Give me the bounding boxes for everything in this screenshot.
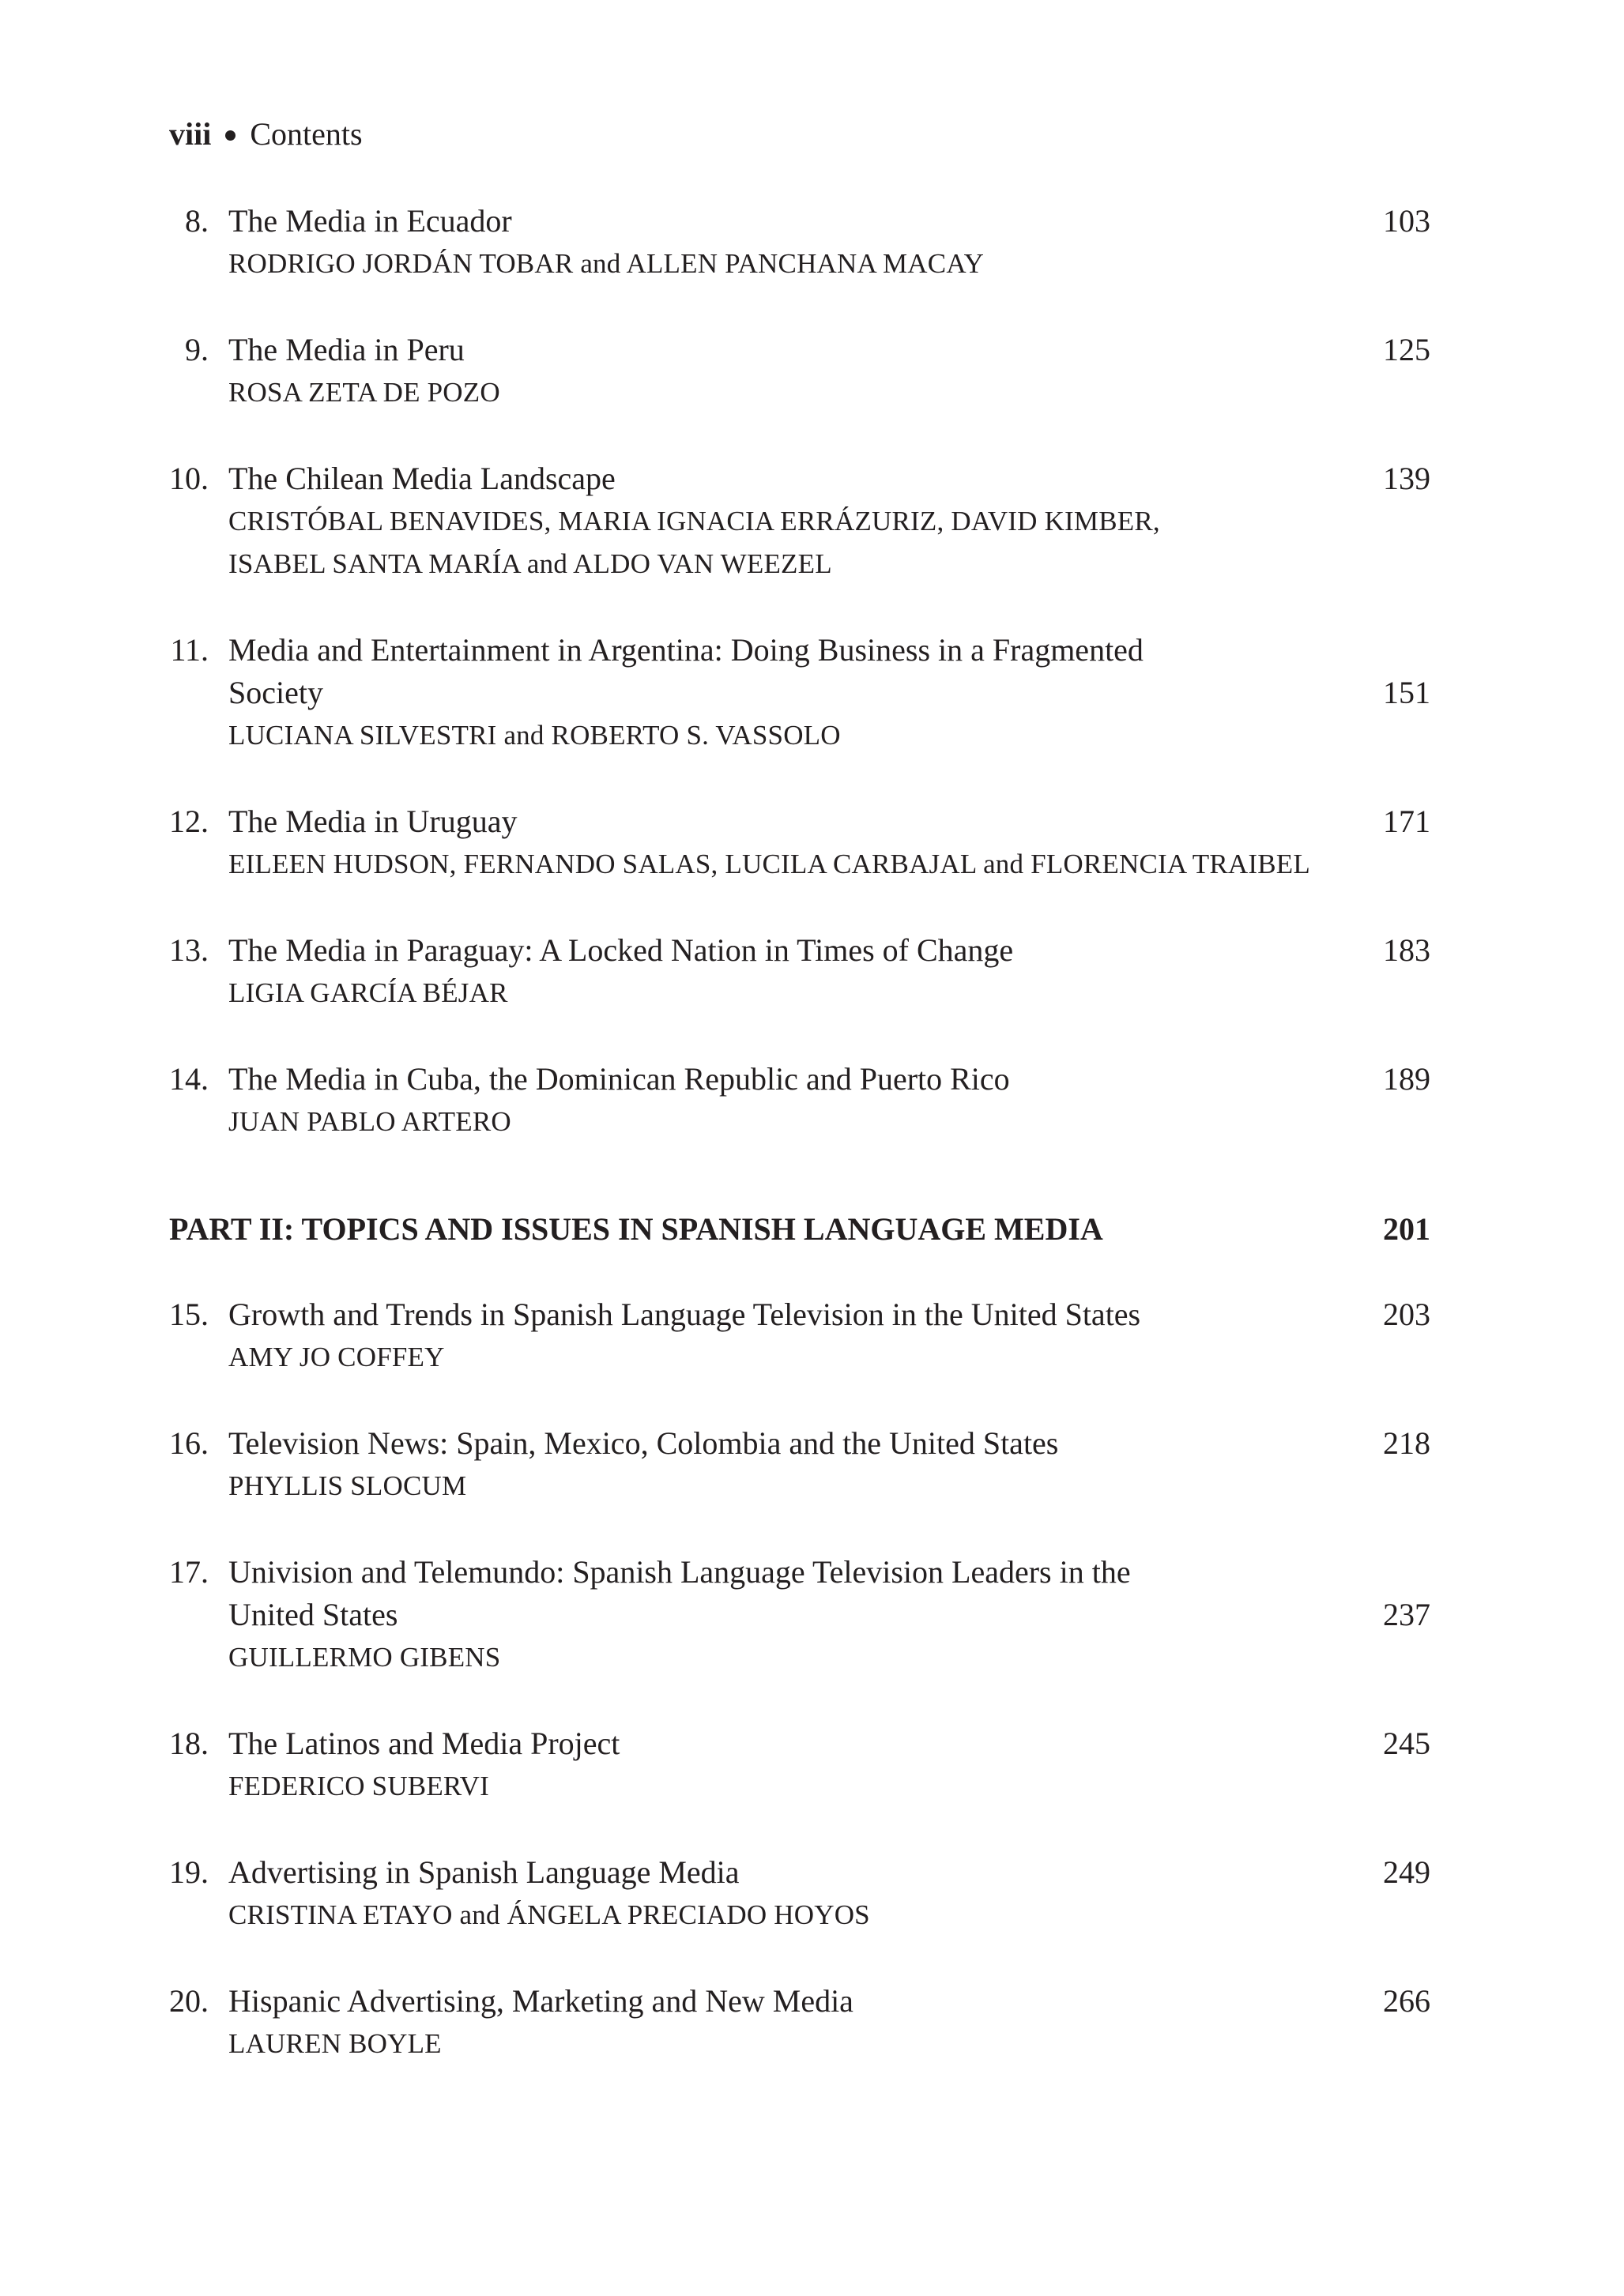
author-line: PHYLLIS SLOCUM xyxy=(228,1470,467,1501)
chapter-title xyxy=(228,1980,1256,2023)
title-line: Growth and Trends in Spanish Language Television in the United States xyxy=(228,1297,1141,1332)
chapter-number: 18. xyxy=(169,1726,209,1761)
chapter-number: 19. xyxy=(169,1854,209,1890)
chapter-page: 249 xyxy=(1383,1854,1430,1890)
chapter-page: 125 xyxy=(1383,332,1430,367)
chapter-title xyxy=(228,329,1256,371)
chapter-number: 11. xyxy=(170,632,209,668)
author-line: AMY JO COFFEY xyxy=(228,1342,445,1372)
author-line: LAUREN BOYLE xyxy=(228,2028,442,2059)
chapter-title xyxy=(228,1422,1256,1465)
chapter-page: 171 xyxy=(1383,804,1430,839)
author-line: JUAN PABLO ARTERO xyxy=(228,1106,511,1137)
chapter-page: 151 xyxy=(1383,675,1430,710)
chapter-authors xyxy=(228,714,841,757)
chapter-number: 20. xyxy=(169,1983,209,2019)
chapter-title xyxy=(228,1293,1256,1336)
author-line: FEDERICO SUBERVI xyxy=(228,1771,490,1801)
header-page-number: viii xyxy=(169,116,212,152)
part-title: PART II: TOPICS AND ISSUES IN SPANISH LANGUAGE MEDIA xyxy=(169,1211,1103,1247)
chapter-number: 12. xyxy=(169,804,209,839)
chapter-number: 17. xyxy=(169,1554,209,1590)
title-line: The Media in Cuba, the Dominican Republic and Puerto Rico xyxy=(228,1061,1010,1097)
author-line: RODRIGO JORDÁN TOBAR and ALLEN PANCHANA MACAY xyxy=(228,248,985,279)
chapter-number: 13. xyxy=(169,932,209,968)
chapter-page: 203 xyxy=(1383,1297,1430,1332)
chapter-title xyxy=(228,929,1256,972)
chapter-page: 139 xyxy=(1383,461,1430,496)
chapter-authors xyxy=(228,1894,870,1937)
chapter-title xyxy=(228,200,1256,243)
chapter-title xyxy=(228,800,1256,843)
chapter-authors xyxy=(228,2023,442,2065)
title-line: Television News: Spain, Mexico, Colombia and the United States xyxy=(228,1425,1059,1461)
chapter-title xyxy=(228,1551,1256,1636)
chapter-title xyxy=(228,1851,1256,1894)
chapter-page: 103 xyxy=(1383,203,1430,239)
author-line: LIGIA GARCÍA BÉJAR xyxy=(228,977,508,1008)
title-line: Society xyxy=(228,675,323,710)
author-line: EILEEN HUDSON, FERNANDO SALAS, LUCILA CARBAJAL and FLORENCIA TRAIBEL xyxy=(228,849,1310,879)
title-line: The Media in Paraguay: A Locked Nation in Times of Change xyxy=(228,932,1014,968)
part-page: 201 xyxy=(1383,1211,1430,1247)
chapter-number: 16. xyxy=(169,1425,209,1461)
header-section-title: Contents xyxy=(250,116,363,152)
author-line: ISABEL SANTA MARÍA and ALDO VAN WEEZEL xyxy=(228,548,832,579)
chapter-authors xyxy=(228,243,984,285)
chapter-page: 266 xyxy=(1383,1983,1430,2019)
author-line: LUCIANA SILVESTRI and ROBERTO S. VASSOLO xyxy=(228,720,841,751)
running-header xyxy=(169,112,363,156)
title-line: The Media in Uruguay xyxy=(228,804,518,839)
chapter-authors xyxy=(228,1101,511,1143)
part-heading[interactable] xyxy=(169,1208,1430,1251)
chapter-number: 10. xyxy=(169,461,209,496)
chapter-number: 15. xyxy=(169,1297,209,1332)
chapter-title xyxy=(228,457,1256,500)
chapter-authors xyxy=(228,1465,466,1507)
author-line: ROSA ZETA DE POZO xyxy=(228,377,500,408)
chapter-title xyxy=(228,1722,1256,1765)
title-line: United States xyxy=(228,1597,398,1632)
chapter-page: 237 xyxy=(1383,1597,1430,1632)
author-line: GUILLERMO GIBENS xyxy=(228,1642,501,1673)
author-line: CRISTINA ETAYO and ÁNGELA PRECIADO HOYOS xyxy=(228,1899,870,1930)
title-line: Advertising in Spanish Language Media xyxy=(228,1854,740,1890)
bullet-icon xyxy=(225,130,235,141)
chapter-number: 9. xyxy=(185,332,209,367)
chapter-authors xyxy=(228,972,508,1014)
chapter-authors xyxy=(228,843,1310,886)
title-line: Media and Entertainment in Argentina: Doing Business in a Fragmented xyxy=(228,632,1144,668)
title-line: Univision and Telemundo: Spanish Language Television Leaders in the xyxy=(228,1554,1131,1590)
chapter-page: 218 xyxy=(1383,1425,1430,1461)
chapter-title xyxy=(228,629,1256,714)
chapter-number: 14. xyxy=(169,1061,209,1097)
title-line: The Media in Peru xyxy=(228,332,465,367)
chapter-authors xyxy=(228,500,1160,585)
chapter-authors xyxy=(228,1636,500,1679)
chapter-authors xyxy=(228,371,500,414)
title-line: The Media in Ecuador xyxy=(228,203,512,239)
chapter-authors xyxy=(228,1765,489,1808)
chapter-number: 8. xyxy=(185,203,209,239)
title-line: The Chilean Media Landscape xyxy=(228,461,616,496)
chapter-title xyxy=(228,1058,1256,1101)
author-line: CRISTÓBAL BENAVIDES, MARIA IGNACIA ERRÁZURIZ, DAVID KIMBER, xyxy=(228,506,1160,536)
chapter-page: 189 xyxy=(1383,1061,1430,1097)
chapter-authors xyxy=(228,1336,445,1379)
chapter-page: 245 xyxy=(1383,1726,1430,1761)
title-line: Hispanic Advertising, Marketing and New Media xyxy=(228,1983,853,2019)
title-line: The Latinos and Media Project xyxy=(228,1726,620,1761)
chapter-page: 183 xyxy=(1383,932,1430,968)
